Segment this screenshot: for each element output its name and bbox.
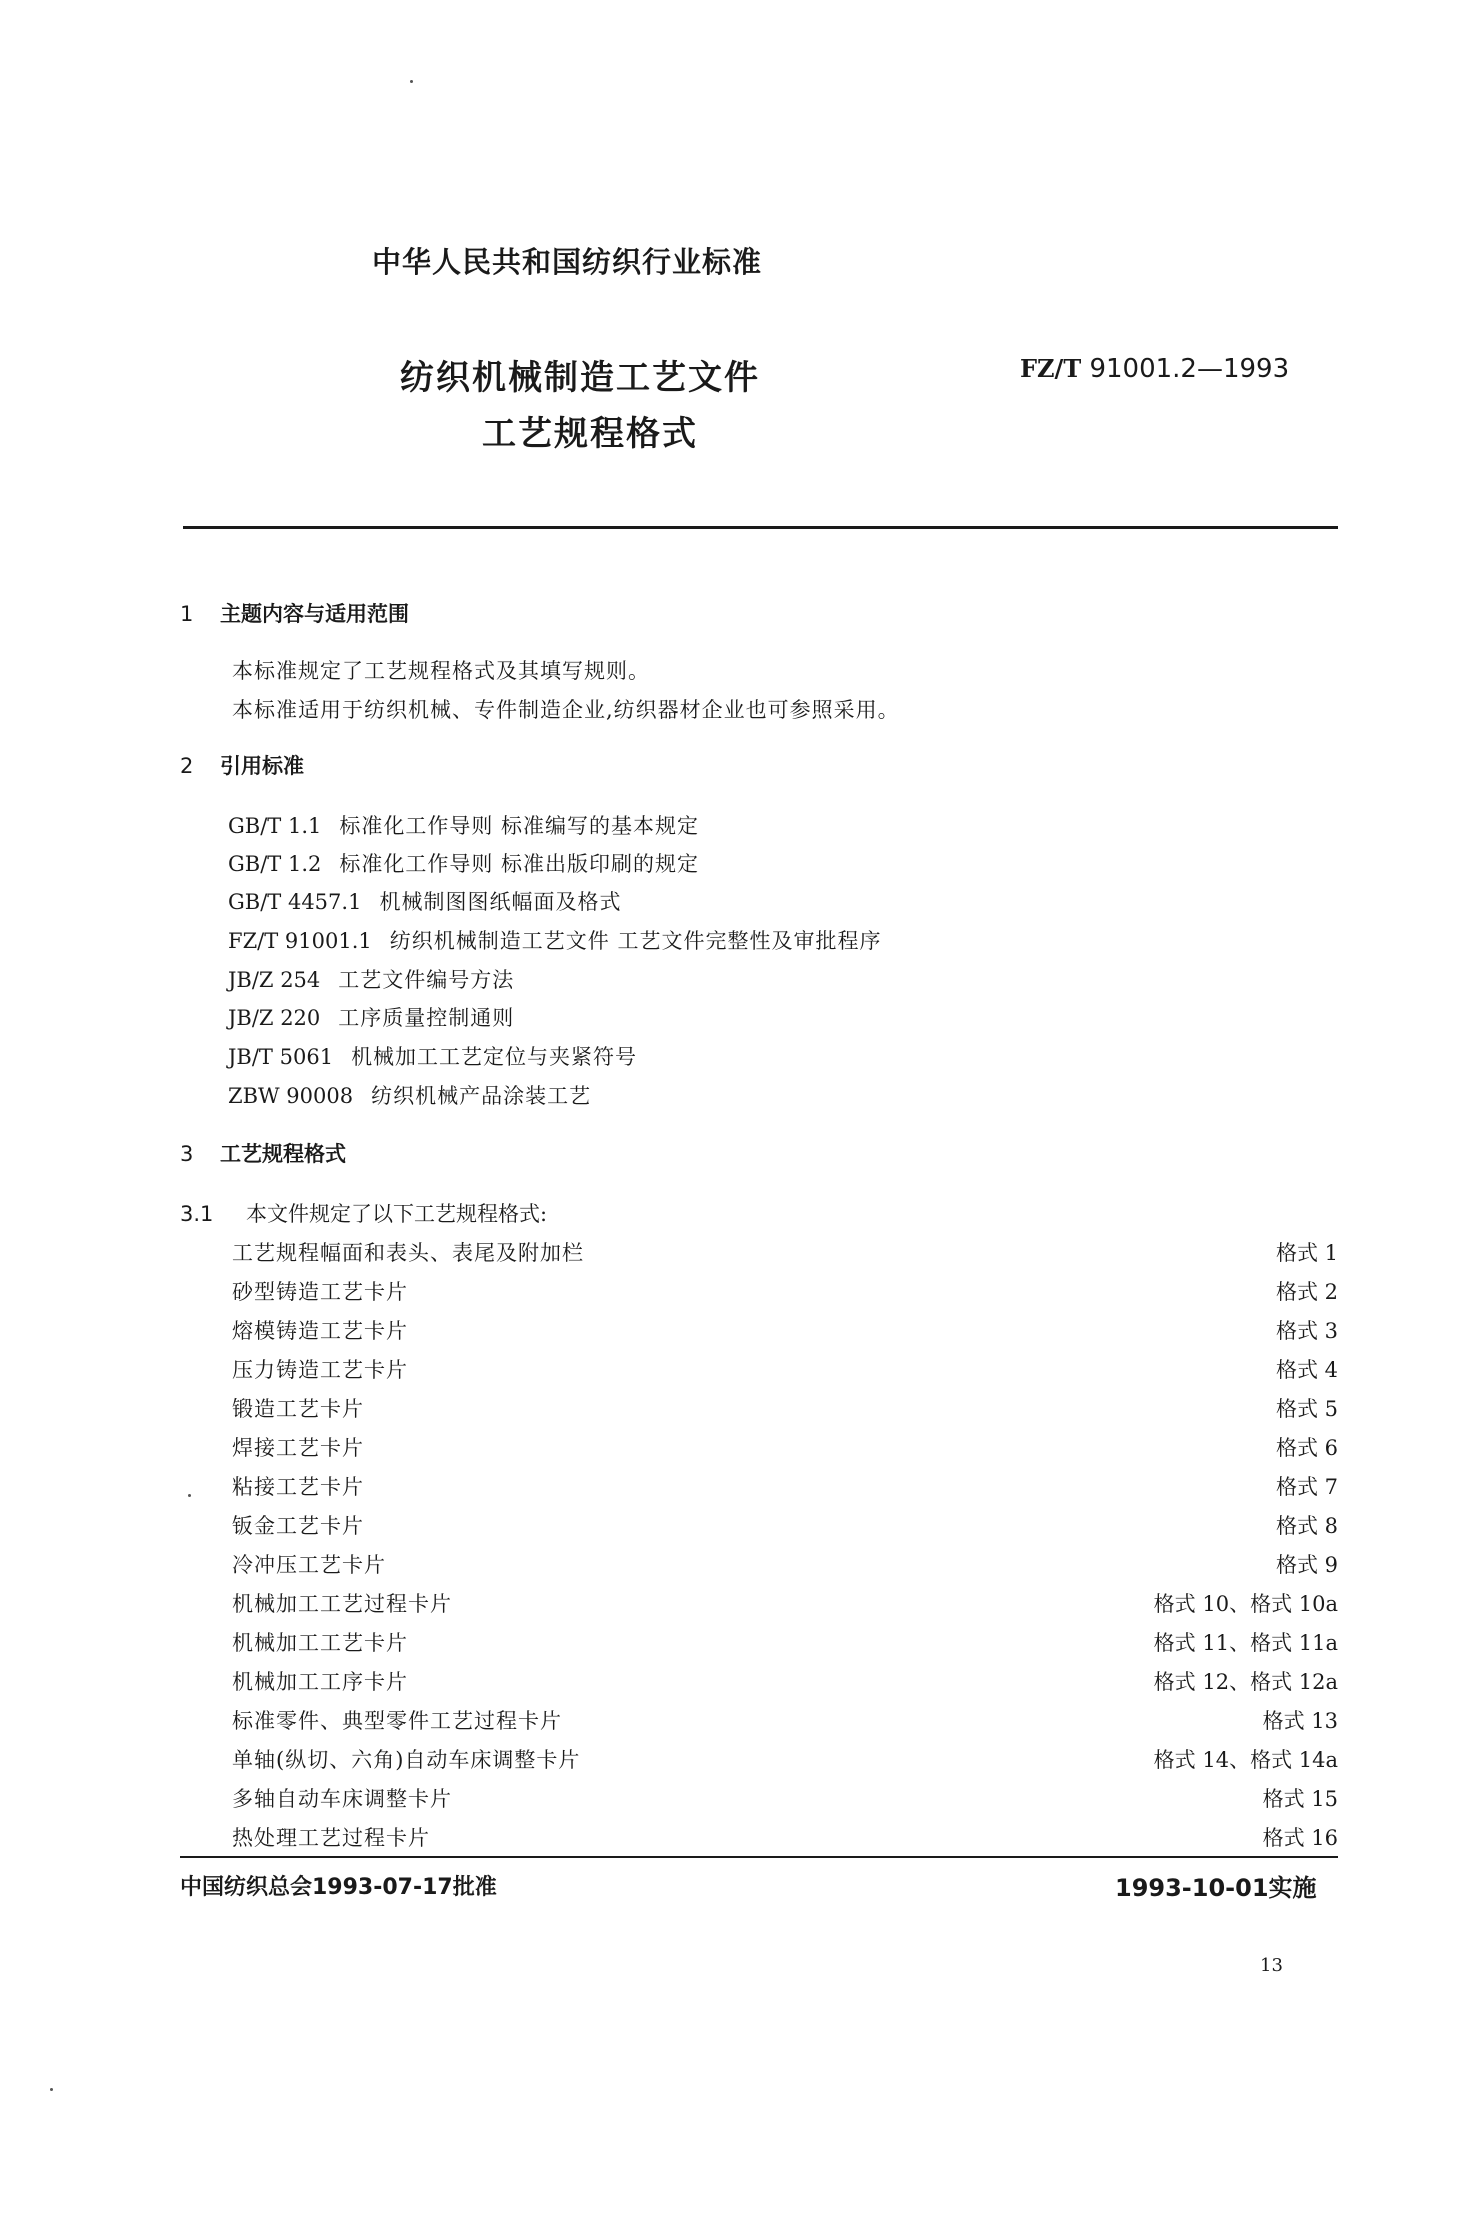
reference-title: 纺织机械制造工艺文件 工艺文件完整性及审批程序 (389, 929, 882, 953)
reference-item (228, 810, 699, 840)
format-name: 热处理工艺过程卡片 (232, 1826, 430, 1850)
standard-code-number: 91001.2—1993 (1081, 354, 1290, 384)
section-1-heading (180, 598, 409, 628)
title-line-2: 工艺规程格式 (482, 414, 698, 454)
format-code: 格式 9 (1275, 1553, 1338, 1577)
format-name: 锻造工艺卡片 (232, 1397, 364, 1421)
section-number: 1 (180, 602, 194, 626)
section-1-paragraph: 本标准适用于纺织机械、专件制造企业,纺织器材企业也可参照采用。 (232, 698, 900, 722)
format-name: 熔模铸造工艺卡片 (232, 1319, 408, 1343)
section-title: 工艺规程格式 (220, 1142, 346, 1166)
format-list-item (232, 1354, 1338, 1384)
reference-item (228, 964, 514, 994)
format-list-item (232, 1588, 1338, 1618)
section-3-heading (180, 1138, 346, 1168)
format-name: 粘接工艺卡片 (232, 1475, 364, 1499)
reference-code: GB/T 1.2 (228, 852, 322, 876)
format-code: 格式 13 (1262, 1709, 1338, 1733)
standard-code (1020, 354, 1289, 384)
format-name: 压力铸造工艺卡片 (232, 1358, 408, 1382)
section-number: 3 (180, 1142, 194, 1166)
reference-item (228, 1002, 514, 1032)
format-code: 格式 5 (1275, 1397, 1338, 1421)
format-list-item (232, 1627, 1338, 1657)
section-title: 引用标准 (220, 754, 304, 778)
reference-item (228, 1080, 591, 1110)
format-code: 格式 14、格式 14a (1153, 1748, 1338, 1772)
approval-statement: 中国纺织总会1993-07-17批准 (180, 1875, 497, 1900)
format-list-item (232, 1393, 1338, 1423)
reference-title: 机械加工工艺定位与夹紧符号 (351, 1045, 638, 1069)
subsection-number: 3.1 (180, 1202, 214, 1226)
scan-speck (50, 2088, 53, 2091)
format-list-item (232, 1276, 1338, 1306)
reference-item (228, 848, 699, 878)
reference-item (228, 886, 621, 916)
standard-code-prefix: FZ/T (1020, 354, 1082, 383)
format-list-item (232, 1471, 1338, 1501)
format-code: 格式 11、格式 11a (1153, 1631, 1338, 1655)
format-code: 格式 10、格式 10a (1153, 1592, 1338, 1616)
format-name: 工艺规程幅面和表头、表尾及附加栏 (232, 1241, 584, 1265)
format-list-item (232, 1432, 1338, 1462)
format-list-item (232, 1744, 1338, 1774)
reference-title: 机械制图图纸幅面及格式 (379, 890, 622, 914)
section-1-paragraph: 本标准规定了工艺规程格式及其填写规则。 (232, 659, 650, 683)
format-name: 标准零件、典型零件工艺过程卡片 (232, 1709, 562, 1733)
reference-code: JB/Z 220 (228, 1006, 321, 1030)
subsection-intro-text: 本文件规定了以下工艺规程格式: (246, 1202, 548, 1226)
reference-code: GB/T 4457.1 (228, 890, 362, 914)
reference-title: 标准化工作导则 标准编写的基本规定 (339, 814, 700, 838)
format-code: 格式 2 (1275, 1280, 1338, 1304)
format-code: 格式 7 (1275, 1475, 1338, 1499)
issuing-organization: 中华人民共和国纺织行业标准 (372, 245, 763, 279)
format-name: 焊接工艺卡片 (232, 1436, 364, 1460)
page-number: 13 (1260, 1955, 1283, 1976)
format-name: 砂型铸造工艺卡片 (232, 1280, 408, 1304)
reference-code: JB/T 5061 (228, 1045, 334, 1069)
reference-code: JB/Z 254 (228, 968, 321, 992)
reference-item (228, 1041, 637, 1071)
format-code: 格式 3 (1275, 1319, 1338, 1343)
format-name: 钣金工艺卡片 (232, 1514, 364, 1538)
format-list-item (232, 1666, 1338, 1696)
header-divider (183, 526, 1338, 529)
reference-title: 工序质量控制通则 (338, 1006, 515, 1030)
format-name: 机械加工工序卡片 (232, 1670, 408, 1694)
format-code: 格式 6 (1275, 1436, 1338, 1460)
scan-speck (410, 80, 413, 83)
format-list-item (232, 1510, 1338, 1540)
reference-title: 工艺文件编号方法 (338, 968, 515, 992)
format-name: 多轴自动车床调整卡片 (232, 1787, 452, 1811)
section-title: 主题内容与适用范围 (220, 602, 409, 626)
section-number: 2 (180, 754, 194, 778)
reference-code: FZ/T 91001.1 (228, 929, 372, 953)
format-list-item (232, 1315, 1338, 1345)
format-code: 格式 16 (1262, 1826, 1338, 1850)
format-name: 冷冲压工艺卡片 (232, 1553, 386, 1577)
format-code: 格式 12、格式 12a (1153, 1670, 1338, 1694)
format-list-item (232, 1237, 1338, 1267)
format-name: 单轴(纵切、六角)自动车床调整卡片 (232, 1748, 581, 1772)
format-code: 格式 8 (1275, 1514, 1338, 1538)
effective-date: 1993-10-01实施 (1115, 1874, 1317, 1902)
subsection-3-1-intro (180, 1198, 547, 1228)
footer-divider (180, 1856, 1338, 1858)
format-name: 机械加工工艺卡片 (232, 1631, 408, 1655)
reference-title: 标准化工作导则 标准出版印刷的规定 (339, 852, 700, 876)
format-list-item (232, 1549, 1338, 1579)
format-name: 机械加工工艺过程卡片 (232, 1592, 452, 1616)
format-list-item (232, 1783, 1338, 1813)
reference-title: 纺织机械产品涂装工艺 (371, 1084, 592, 1108)
format-code: 格式 4 (1275, 1358, 1338, 1382)
format-list-item (232, 1705, 1338, 1735)
scan-speck (188, 1494, 191, 1497)
format-code: 格式 1 (1275, 1241, 1338, 1265)
reference-code: ZBW 90008 (228, 1084, 354, 1108)
format-list-item (232, 1822, 1338, 1852)
section-2-heading (180, 750, 304, 780)
reference-item (228, 925, 881, 955)
title-line-1: 纺织机械制造工艺文件 (400, 358, 760, 398)
format-code: 格式 15 (1262, 1787, 1338, 1811)
reference-code: GB/T 1.1 (228, 814, 322, 838)
